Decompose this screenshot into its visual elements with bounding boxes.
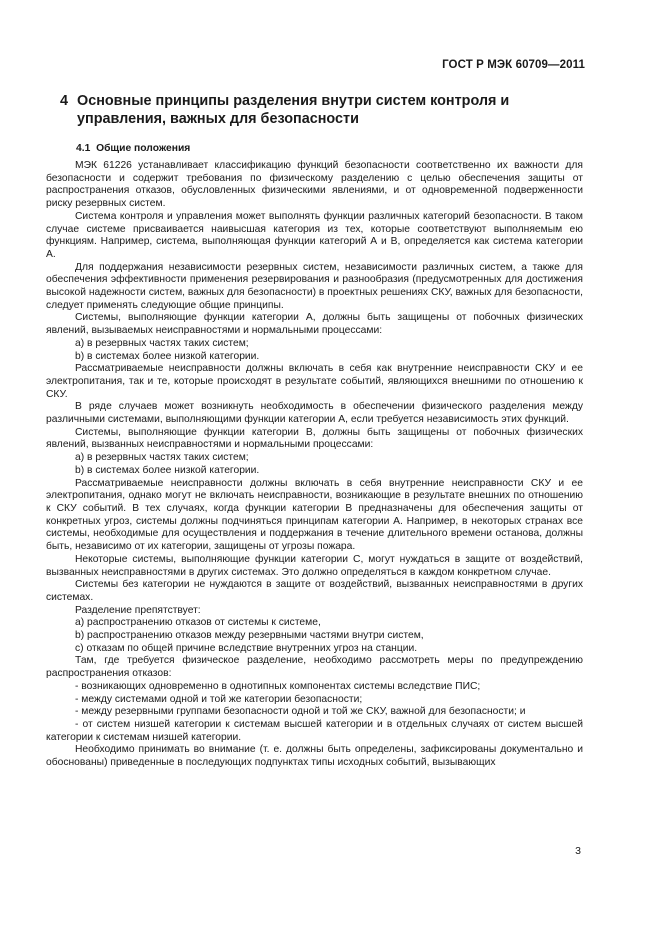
list-item: - возникающих одновременно в однотипных компонентах системы вследствие ПИС; bbox=[75, 680, 481, 692]
list-item: - между системами одной и той же категории безопасности; bbox=[75, 693, 363, 705]
section-heading bbox=[60, 92, 600, 128]
list-item: a) распространению отказов от системы к системе, bbox=[75, 617, 321, 629]
subsection-heading bbox=[76, 143, 190, 154]
list-item: b) в системах более низкой категории. bbox=[75, 350, 260, 362]
list-item: a) в резервных частях таких систем; bbox=[75, 337, 249, 349]
paragraph: Система контроля и управления может выполнять функции различных категорий безопасности. В таком случае системе присваивается наивысшая категория из тех, которые соответствуют выполняемым ею функциям. Например, система, выполняющая функции категорий А и В, определяется как система категории А. bbox=[46, 210, 583, 260]
page-number: 3 bbox=[575, 845, 581, 857]
paragraph: Там, где требуется физическое разделение, необходимо рассмотреть меры по предупреждению распространения отказов: bbox=[46, 655, 583, 680]
paragraph: Для поддержания независимости резервных систем, независимости различных систем, а также для обеспечения эффективности применения резервирования и разнообразия (предусмотренных для достижения высокой надежности систем, важных для безопасности) в проектных решениях СКУ, важных для безопасности, следует применять следующие общие принципы. bbox=[46, 261, 583, 311]
paragraph: В ряде случаев может возникнуть необходимость в обеспечении физического разделения между различными системами, выполняющими функции категории А, если требуется независимость этих функций. bbox=[46, 401, 583, 426]
paragraph: Некоторые системы, выполняющие функции категории С, могут нуждаться в защите от воздействий, вызванных неисправностями в других системах. Это должно определяться в каждом конкретном случае. bbox=[46, 553, 583, 578]
paragraph: Рассматриваемые неисправности должны включать в себя внутренние неисправности СКУ и ее электропитания, однако могут не включать неисправности, возникающие в результате внешних по отношению к СКУ событий. В тех случаях, когда функции категории В предназначены для обеспечения защиты от конкретных угроз, системы должны подчиняться принципам категории А. Например, в некоторых странах все системы, необходимые для осуществления и поддержания в течение длительного времени останова, должны быть, независимо от их категории, защищены от угрозы пожара. bbox=[46, 477, 583, 553]
paragraph: Рассматриваемые неисправности должны включать в себя как внутренние неисправности СКУ и ее электропитания, так и те, которые происходят в результате событий, являющихся внешними по отношению к СКУ. bbox=[46, 363, 583, 400]
paragraph: Разделение препятствует: bbox=[75, 604, 201, 616]
subsection-number: 4.1 bbox=[76, 143, 91, 154]
list-item: c) отказам по общей причине вследствие внутренних угроз на станции. bbox=[75, 642, 418, 654]
paragraph: Необходимо принимать во внимание (т. е. должны быть определены, зафиксированы документально и обоснованы) приведенные в последующих подпунктах типы исходных событий, вызывающих bbox=[46, 744, 583, 769]
section-number: 4 bbox=[60, 93, 69, 109]
paragraph: Системы, выполняющие функции категории В, должны быть защищены от побочных физических явлений, вызванных неисправностями и нормальными процессами: bbox=[46, 426, 583, 451]
standard-code: ГОСТ Р МЭК 60709—2011 bbox=[442, 59, 585, 71]
subsection-title: Общие положения bbox=[96, 143, 191, 154]
list-item: b) в системах более низкой категории. bbox=[75, 464, 260, 476]
section-title: Основные принципы разделения внутри систем контроля и управления, важных для безопасности bbox=[77, 93, 510, 127]
list-item: - между резервными группами безопасности одной и той же СКУ, важной для безопасности; и bbox=[75, 706, 526, 718]
paragraph: Системы без категории не нуждаются в защите от воздействий, вызванных неисправностями в других системах. bbox=[46, 579, 583, 603]
list-item: a) в резервных частях таких систем; bbox=[75, 452, 249, 464]
paragraph: Системы, выполняющие функции категории А, должны быть защищены от побочных физических явлений, вызываемых неисправностями и нормальными процессами: bbox=[46, 312, 583, 337]
list-item: - от систем низшей категории к системам высшей категории и в отдельных случаях от систем высшей категории к системам низшей категории. bbox=[46, 718, 583, 743]
body-text bbox=[46, 160, 583, 770]
paragraph: МЭК 61226 устанавливает классификацию функций безопасности соответственно их важности для безопасности и содержит требования по физическому разделению с целью обеспечения защиты от распространения отказов, обусловленных физическими явлениями, и от одновременной подверженности риску резервных систем. bbox=[46, 160, 583, 210]
list-item: b) распространению отказов между резервными частями внутри систем, bbox=[75, 630, 424, 642]
